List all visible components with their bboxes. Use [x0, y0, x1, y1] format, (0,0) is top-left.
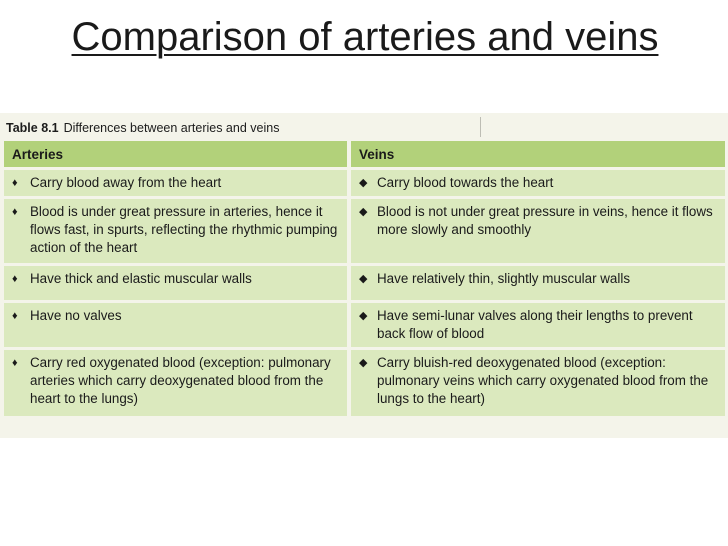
diamond-bullet-icon: ◆ — [359, 310, 368, 322]
table-row — [4, 349, 725, 418]
table-caption-text: Differences between arteries and veins — [63, 121, 280, 135]
arteries-cell: ♦ Have thick and elastic muscular walls — [4, 265, 349, 302]
diamond-bullet-icon: ♦ — [12, 357, 18, 369]
table-row — [4, 265, 725, 302]
comparison-table — [4, 141, 725, 419]
table-row — [4, 169, 725, 198]
diamond-bullet-icon: ♦ — [12, 177, 18, 189]
diamond-bullet-icon: ◆ — [359, 177, 368, 189]
arteries-cell: ♦ Have no valves — [4, 302, 349, 349]
diamond-bullet-icon: ♦ — [12, 273, 18, 285]
diamond-bullet-icon: ◆ — [359, 273, 368, 285]
diamond-bullet-icon: ◆ — [359, 357, 368, 369]
scanned-table-image — [0, 113, 728, 438]
table-caption — [6, 121, 279, 135]
divider — [480, 117, 481, 137]
header-arteries: Arteries — [4, 141, 349, 169]
slide-title: Comparison of arteries and veins — [71, 15, 659, 59]
arteries-cell: ♦ Blood is under great pressure in arteries, hence it flows fast, in spurts, reflecting the rhythmic pumping action of the heart — [4, 198, 349, 265]
table-header-row — [4, 141, 725, 169]
header-veins: Veins — [349, 141, 725, 169]
arteries-cell: ♦ Carry red oxygenated blood (exception: pulmonary arteries which carry deoxygenated blood from the heart to the lungs) — [4, 349, 349, 418]
veins-cell: ◆ Carry blood towards the heart — [349, 169, 725, 198]
table-row — [4, 198, 725, 265]
veins-cell: ◆ Blood is not under great pressure in veins, hence it flows more slowly and smoothly — [349, 198, 725, 265]
table-row — [4, 302, 725, 349]
diamond-bullet-icon: ♦ — [12, 310, 18, 322]
table-caption-label: Table 8.1 — [6, 121, 59, 135]
veins-cell: ◆ Have semi-lunar valves along their lengths to prevent back flow of blood — [349, 302, 725, 349]
veins-cell: ◆ Carry bluish-red deoxygenated blood (exception: pulmonary veins which carry oxygenated blood from the lungs to the heart) — [349, 349, 725, 418]
arteries-cell: ♦ Carry blood away from the heart — [4, 169, 349, 198]
veins-cell: ◆ Have relatively thin, slightly muscular walls — [349, 265, 725, 302]
diamond-bullet-icon: ◆ — [359, 206, 368, 218]
diamond-bullet-icon: ♦ — [12, 206, 18, 218]
